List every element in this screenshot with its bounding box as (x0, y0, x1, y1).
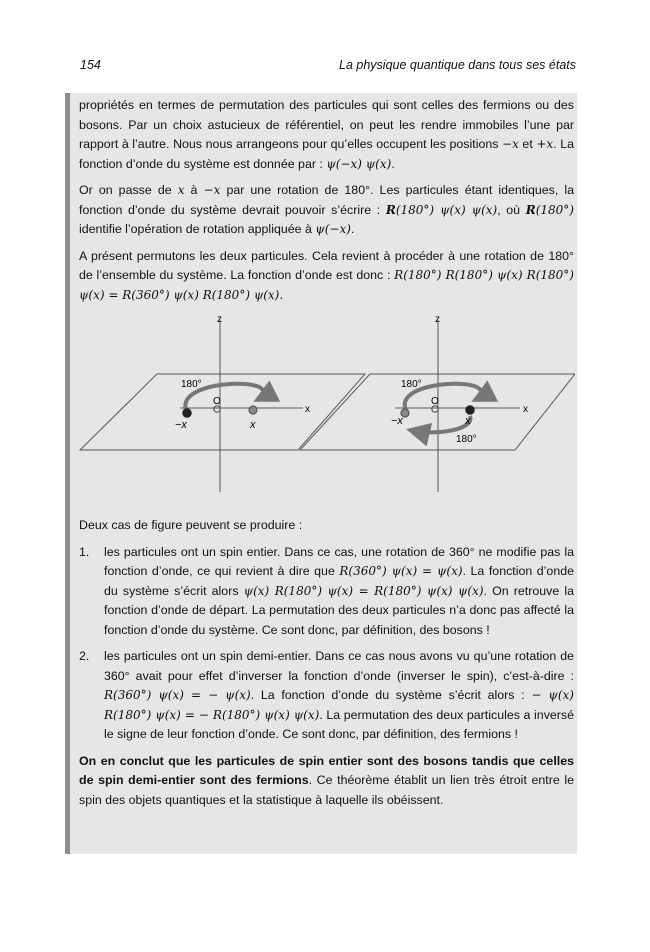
item2-text-c: . La permutation des deux particules a inversé le signe de leur fonction d’onde. Ce sont donc, par définition, des fermions ! (104, 707, 574, 741)
p2-math-x: x (177, 183, 185, 197)
item2-text-a: les particules ont un spin demi-entier. Dans ce cas nous avons vu qu’une rotation de 360° avait pour effet d’inverser la fonction d’onde (inverser le spin), c’est-à-dire : (104, 649, 574, 683)
running-header-title: La physique quantique dans tous ses états (339, 58, 576, 72)
p2-bold-r: R (385, 202, 396, 217)
p3-formula: R(180°) R(180°) ψ(x) R(180°) ψ(x) = R(360°) ψ(x) R(180°) ψ(x). (79, 268, 574, 302)
p2-text-1: Or on passe de (79, 183, 172, 197)
right-panel (300, 314, 575, 492)
right-angle-label-bottom: 180° (456, 434, 477, 445)
paragraph-intro (79, 96, 574, 174)
left-panel (80, 314, 365, 492)
item1-text-a: les particules ont un spin entier. Dans ce cas, une rotation de 360° ne modifie pas la fonction d’onde, ce qui revient à dire que (104, 544, 574, 578)
cases-list (79, 543, 574, 745)
p2-math-angle: (180°) (535, 202, 574, 217)
p1-math-wavefunction: ψ(−x) ψ(x) (326, 156, 392, 171)
right-z-label: z (435, 314, 440, 325)
page-number: 154 (80, 58, 101, 72)
p2-text-4: , où (497, 202, 521, 217)
item1-formula-1: R(360°) ψ(x) = ψ(x) (339, 564, 463, 578)
left-posx-label: x (250, 419, 256, 431)
item2-text-b: . La fonction d’onde du système s’écrit alors : (250, 688, 525, 702)
p1-period: . (391, 156, 395, 171)
p2-period: . (350, 222, 355, 236)
list-number: 2. (79, 649, 90, 663)
highlight-box (65, 93, 577, 854)
left-negx-label: −x (175, 419, 187, 431)
p1-text-2: . La fonction d’onde du système est donnée par : (79, 137, 574, 171)
p2-text-3: par une rotation de 180°. Les particules étant identiques, la fonction d’onde du système devrait pouvoir s’écrire : (79, 183, 574, 217)
left-particle-neg (183, 409, 191, 417)
paragraph-conclusion (79, 752, 574, 811)
item2-formula-1: R(360°) ψ(x) = − ψ(x) (104, 688, 251, 702)
p2-math-expr: (180°) ψ(x) ψ(x) (395, 202, 498, 217)
rotation-diagram (65, 312, 575, 512)
p2-math-psi-negx: ψ(−x) (315, 222, 351, 236)
conclusion-bold: On en conclut que les particules de spin entier sont des bosons tandis que celles de spin demi-entier sont des fermions (79, 753, 574, 787)
p2-bold-r-2: R (525, 202, 536, 217)
right-origin-label: O (431, 396, 439, 407)
right-particle-pos (466, 406, 474, 414)
left-origin-label: O (213, 396, 221, 407)
right-posx-label: x (465, 415, 471, 427)
p1-math-negx: −x (502, 137, 519, 151)
paragraph-rotation (79, 181, 574, 240)
p1-math-posx: +x (536, 137, 554, 151)
right-angle-label-top: 180° (401, 379, 422, 390)
box-content (79, 96, 574, 817)
list-number: 1. (79, 544, 90, 559)
p1-text: propriétés en termes de permutation des particules qui sont celles des fermions ou des bosons. Par un choix astucieux de référentiel, on peut les rendre immobiles l’une par rapport à l’autre. Nous nous arrangeons pour qu’elles occupent les positions (79, 98, 574, 151)
p3-text: A présent permutons les deux particules. Cela revient à procéder à une rotation de 180° de l’ensemble du système. La fonction d’onde est donc : (79, 248, 574, 282)
list-item (79, 543, 574, 641)
left-angle-label: 180° (181, 379, 202, 390)
p2-math-negx: −x (203, 183, 221, 197)
right-x-label: x (523, 404, 528, 415)
diagram-svg (65, 312, 575, 512)
item2-formula-2: − ψ(x) R(180°) ψ(x) = − R(180°) ψ(x) ψ(x) (104, 688, 574, 722)
paragraph-permutation (79, 247, 574, 306)
p2-text-2: à (190, 183, 198, 197)
right-negx-label: −x (391, 415, 403, 427)
paragraph-cases: Deux cas de figure peuvent se produire : (79, 518, 303, 532)
conclusion-rest: . Ce théorème établit un lien très étroit entre le spin des objets quantiques et la statistique à laquelle ils obéissent. (79, 773, 574, 807)
left-z-label: z (217, 314, 222, 325)
item1-text-c: . On retrouve la fonction d’onde de départ. La permutation des deux particules n’a donc pas affecté la fonction d’onde du système. Ce sont donc, par définition, des bosons ! (104, 583, 574, 637)
left-x-label: x (305, 404, 310, 415)
list-item (79, 647, 574, 745)
item1-formula-2: ψ(x) R(180°) ψ(x) = R(180°) ψ(x) ψ(x) (243, 583, 484, 598)
p1-and: et (522, 137, 533, 151)
item1-text-b: . La fonction d’onde du système s’écrit alors (104, 564, 574, 598)
left-particle-pos (249, 406, 257, 414)
p2-text-5: identifie l’opération de rotation appliquée à (79, 222, 312, 236)
